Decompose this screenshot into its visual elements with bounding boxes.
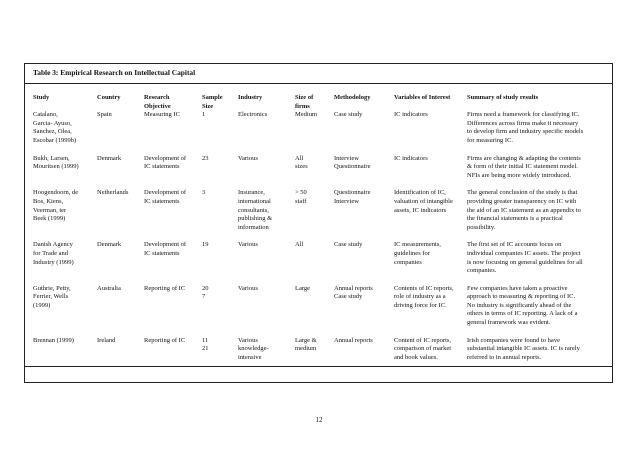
cell-line: Development of	[144, 241, 187, 249]
research-table	[33, 94, 608, 371]
cell-line: companies.	[467, 267, 497, 275]
cell-line: medium	[295, 345, 317, 353]
table-frame	[24, 63, 613, 383]
cell-line: Bukh, Larsen,	[33, 154, 70, 162]
cell-summary-of-results	[467, 285, 608, 337]
cell-line: Questionnaire	[334, 163, 371, 171]
cell-line: Danish Agency	[33, 241, 73, 249]
cell-line: approach to measuring & reporting of IC.	[467, 293, 576, 301]
cell-sample-size	[202, 337, 238, 372]
cell-line: Electronics	[238, 111, 268, 119]
cell-study	[33, 337, 97, 372]
cell-line: the financial statements is a practical	[467, 215, 563, 223]
cell-line: Beek (1999)	[33, 215, 66, 223]
cell-line: Denmark	[97, 241, 122, 249]
cell-line: IC indicators	[394, 154, 428, 162]
cell-industry	[238, 241, 295, 284]
cell-line: others in terms of IC reporting. A lack of a	[467, 310, 578, 318]
cell-line: Various	[238, 241, 258, 249]
cell-line: The general conclusion of the study is that	[467, 189, 578, 197]
cell-line: Country	[97, 94, 121, 101]
cell-line: general framework was evident.	[467, 319, 551, 327]
column-header-summary-of-results	[467, 94, 608, 111]
cell-line: Australia	[97, 284, 121, 292]
cell-line: Industry	[238, 94, 263, 101]
cell-line: Spain	[97, 111, 112, 119]
cell-summary-of-results	[467, 189, 608, 241]
cell-line: Large	[295, 284, 311, 292]
cell-methodology	[334, 189, 394, 241]
cell-size-of-firms	[295, 155, 334, 190]
cell-line: Garcia- Ayuso,	[33, 119, 72, 127]
cell-line: IC statements	[144, 249, 180, 257]
cell-line: staff	[295, 197, 307, 205]
cell-line: IC measurements,	[394, 241, 441, 249]
cell-line: Variables of Interest	[394, 94, 451, 101]
cell-country	[97, 285, 144, 337]
column-header-size-of-firms	[295, 94, 334, 111]
cell-study	[33, 241, 97, 284]
cell-line: No industry is significantly ahead of the	[467, 301, 572, 309]
cell-research-objective	[144, 189, 202, 241]
cell-line: to develop firm and industry specific models	[467, 128, 584, 136]
cell-line: Case study	[334, 293, 363, 301]
cell-research-objective	[144, 155, 202, 190]
cell-line: possibility.	[467, 223, 496, 231]
cell-country	[97, 189, 144, 241]
cell-research-objective	[144, 241, 202, 284]
cell-line: Sanchez, Olea,	[33, 128, 72, 136]
cell-methodology	[334, 285, 394, 337]
cell-variables-of-interest	[394, 155, 467, 190]
column-header-variables-of-interest	[394, 94, 467, 111]
table-row	[33, 111, 608, 154]
cell-line: publishing &	[238, 215, 273, 223]
cell-methodology	[334, 241, 394, 284]
column-header-study	[33, 94, 97, 111]
cell-line: Escobar (1999b)	[33, 136, 77, 144]
cell-line: companies	[394, 258, 422, 266]
cell-line: Annual reports	[334, 336, 373, 344]
cell-country	[97, 337, 144, 372]
cell-industry	[238, 189, 295, 241]
cell-line: and book values.	[394, 353, 438, 361]
cell-line: The first set of IC accounts focus on	[467, 241, 562, 249]
cell-line: Differences across firms make it necessary	[467, 119, 579, 127]
cell-line: Netherlands	[97, 189, 129, 197]
cell-line: firms	[295, 102, 310, 110]
cell-line: providing greater transparency on IC with	[467, 197, 577, 205]
table-caption: Table 3: Empirical Research on Intellectual Capital	[33, 68, 196, 77]
cell-line: Annual reports	[334, 284, 373, 292]
cell-summary-of-results	[467, 111, 608, 154]
cell-line: 11	[202, 336, 209, 344]
cell-size-of-firms	[295, 189, 334, 241]
cell-line: Size	[202, 102, 214, 110]
cell-line: information	[238, 223, 269, 231]
page-number: 12	[315, 416, 323, 424]
cell-line: Various	[238, 154, 258, 162]
cell-study	[33, 111, 97, 154]
cell-line: Interview	[334, 154, 359, 162]
column-header-country	[97, 94, 144, 111]
cell-line: referred to in annual reports.	[467, 353, 542, 361]
caption-divider	[25, 83, 612, 84]
cell-line: Questionnaire	[334, 189, 371, 197]
cell-line: Reporting of IC	[144, 284, 186, 292]
cell-line: Veerman, ter	[33, 206, 67, 214]
cell-line: Firms need a framework for classifying IC.	[467, 111, 580, 119]
cell-line: Objective	[144, 102, 171, 110]
column-header-sample-size	[202, 94, 238, 111]
cell-country	[97, 155, 144, 190]
cell-line: Reporting of IC	[144, 336, 186, 344]
cell-line: for Trade and	[33, 249, 69, 257]
cell-line: Guthrie, Petty,	[33, 284, 71, 292]
cell-line: guidelines for	[394, 249, 430, 257]
cell-line: Size of	[295, 94, 314, 101]
table-row	[33, 155, 608, 190]
table-body	[33, 111, 608, 371]
cell-variables-of-interest	[394, 241, 467, 284]
cell-industry	[238, 111, 295, 154]
cell-line: Measuring IC	[144, 111, 180, 119]
cell-line: the aid of an IC statement as an appendix to	[467, 206, 581, 214]
cell-line: Research	[144, 94, 170, 101]
cell-summary-of-results	[467, 155, 608, 190]
cell-line: 21	[202, 345, 209, 353]
cell-line: role of industry as a	[394, 293, 446, 301]
cell-study	[33, 155, 97, 190]
cell-line: Sample	[202, 94, 223, 101]
cell-line: Development of	[144, 189, 187, 197]
cell-line: IC statements	[144, 197, 180, 205]
cell-country	[97, 241, 144, 284]
cell-sample-size	[202, 189, 238, 241]
cell-line: All	[295, 154, 304, 162]
cell-research-objective	[144, 111, 202, 154]
cell-sample-size	[202, 155, 238, 190]
cell-line: Medium	[295, 111, 318, 119]
cell-line: Insurance,	[238, 189, 265, 197]
cell-line: valuation of intangible	[394, 197, 453, 205]
cell-line: > 50	[295, 189, 307, 197]
cell-methodology	[334, 337, 394, 372]
table-row	[33, 241, 608, 284]
cell-line: IC statements	[144, 163, 180, 171]
cell-line: Few companies have taken a proactive	[467, 284, 568, 292]
cell-line: intensive	[238, 353, 262, 361]
cell-industry	[238, 155, 295, 190]
header-row	[33, 94, 608, 111]
cell-sample-size	[202, 111, 238, 154]
cell-line: 19	[202, 241, 209, 249]
cell-line: 23	[202, 154, 209, 162]
cell-line: 3	[202, 189, 206, 197]
cell-variables-of-interest	[394, 337, 467, 372]
cell-line: Contents of IC reports,	[394, 284, 454, 292]
cell-line: Large &	[295, 336, 317, 344]
table-header	[33, 94, 608, 111]
table-row	[33, 337, 608, 372]
cell-variables-of-interest	[394, 111, 467, 154]
cell-line: assets, IC indicators	[394, 206, 447, 214]
cell-summary-of-results	[467, 241, 608, 284]
cell-summary-of-results	[467, 337, 608, 372]
cell-line: Ferrier, Wells	[33, 293, 69, 301]
cell-line: knowledge-	[238, 345, 269, 353]
cell-line: Development of	[144, 154, 187, 162]
cell-line: 1	[202, 111, 206, 119]
cell-line: Case study	[334, 111, 363, 119]
cell-size-of-firms	[295, 241, 334, 284]
cell-line: Study	[33, 94, 50, 101]
cell-line: Identification of IC,	[394, 189, 446, 197]
cell-size-of-firms	[295, 111, 334, 154]
cell-industry	[238, 285, 295, 337]
cell-line: sizes	[295, 163, 308, 171]
cell-line: substantial intangible IC assets. IC is rarely	[467, 345, 580, 353]
column-header-research-objective	[144, 94, 202, 111]
cell-line: 7	[202, 293, 206, 301]
cell-line: NFIs are being more widely introduced.	[467, 171, 571, 179]
cell-line: Various	[238, 284, 258, 292]
column-header-methodology	[334, 94, 394, 111]
cell-line: consultants,	[238, 206, 269, 214]
cell-line: Industry (1999)	[33, 258, 74, 266]
cell-research-objective	[144, 337, 202, 372]
cell-line: Irish companies were found to have	[467, 336, 560, 344]
table-row	[33, 285, 608, 337]
cell-line: driving force for IC.	[394, 301, 447, 309]
cell-line: Methodology	[334, 94, 371, 101]
cell-line: Denmark	[97, 154, 122, 162]
cell-study	[33, 285, 97, 337]
cell-size-of-firms	[295, 285, 334, 337]
cell-line: Brennan (1999)	[33, 336, 74, 344]
cell-line: international	[238, 197, 271, 205]
cell-line: Catalano,	[33, 111, 58, 119]
cell-variables-of-interest	[394, 285, 467, 337]
cell-country	[97, 111, 144, 154]
cell-line: individual companies IC assets. The project	[467, 249, 581, 257]
cell-line: Mouritsen (1999)	[33, 163, 79, 171]
cell-line: for measuring IC.	[467, 136, 514, 144]
cell-line: Firms are changing & adapting the contents	[467, 154, 581, 162]
cell-line: & form of their initial IC statement model.	[467, 163, 578, 171]
cell-line: comparison of market	[394, 345, 452, 353]
cell-line: Summary of study results	[467, 94, 539, 101]
cell-variables-of-interest	[394, 189, 467, 241]
cell-line: Hoogendoorn, de	[33, 189, 79, 197]
column-header-industry	[238, 94, 295, 111]
cell-line: Ireland	[97, 336, 116, 344]
cell-line: Various	[238, 336, 258, 344]
cell-study	[33, 189, 97, 241]
cell-line: IC indicators	[394, 111, 428, 119]
cell-industry	[238, 337, 295, 372]
cell-sample-size	[202, 285, 238, 337]
cell-line: Bos, Kiens,	[33, 197, 64, 205]
cell-size-of-firms	[295, 337, 334, 372]
cell-line: Content of IC reports,	[394, 336, 452, 344]
cell-line: (1999)	[33, 301, 51, 309]
cell-line: is now focusing on general guidelines for all	[467, 258, 583, 266]
cell-methodology	[334, 111, 394, 154]
cell-sample-size	[202, 241, 238, 284]
cell-research-objective	[144, 285, 202, 337]
cell-line: Case study	[334, 241, 363, 249]
cell-line: 20	[202, 284, 209, 292]
cell-methodology	[334, 155, 394, 190]
table-row	[33, 189, 608, 241]
cell-line: Interview	[334, 197, 359, 205]
cell-line: All	[295, 241, 304, 249]
